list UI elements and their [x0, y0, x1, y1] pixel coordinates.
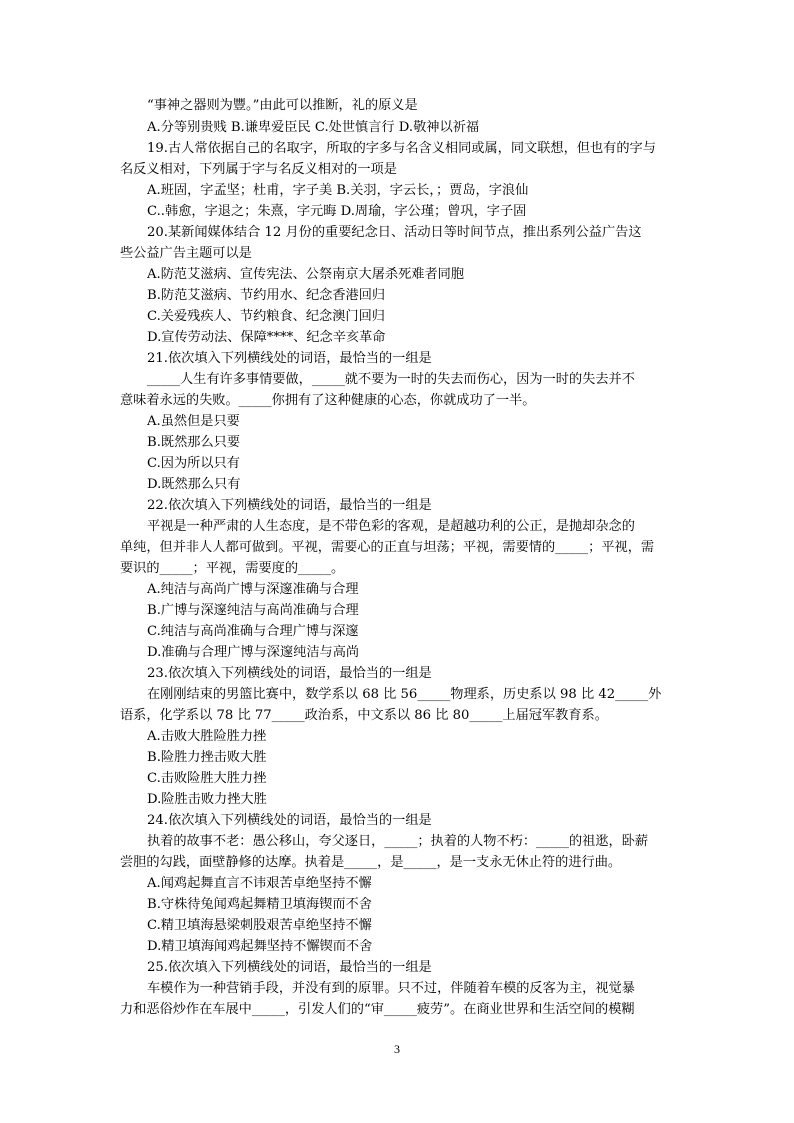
text-line: 22.依次填入下列横线处的词语，最恰当的一组是	[147, 498, 432, 513]
text-line: A.纯洁与高尚广博与深邃准确与合理	[147, 582, 359, 597]
text-line: B.险胜力挫击败大胜	[147, 750, 267, 765]
text-line: D.准确与合理广博与深邃纯洁与高尚	[147, 645, 360, 660]
text-line: 语系，化学系以 78 比 77_____政治系，中文系以 86 比 80_____上届冠军教育系。	[120, 708, 608, 723]
text-line: A.班固，字孟坚；杜甫，字子美 B.关羽，字云长，；贾岛，字浪仙	[147, 183, 529, 198]
text-line: 名反义相对，下列属于字与名反义相对的一项是	[120, 162, 397, 177]
text-line: 单纯，但并非人人都可做到。平视，需要心的正直与坦荡；平视，需要情的_____；平视，需	[120, 540, 655, 555]
text-line: A.闻鸡起舞直言不讳艰苦卓绝坚持不懈	[147, 876, 372, 891]
text-line: D.险胜击败力挫大胜	[147, 792, 267, 807]
text-line: D.既然那么只有	[147, 477, 241, 492]
text-line: 车模作为一种营销手段，并没有到的原罪。只不过，伴随着车模的反客为主，视觉暴	[147, 981, 635, 996]
text-line: 23.依次填入下列横线处的词语，最恰当的一组是	[147, 666, 432, 681]
text-line: B.广博与深邃纯洁与高尚准确与合理	[147, 603, 359, 618]
text-line: A.防范艾滋病、宣传宪法、公祭南京大屠杀死难者同胞	[147, 267, 465, 282]
text-line: 执着的故事不老：愚公移山，夸父逐日，_____；执着的人物不朽：_____的祖逖，卧薪	[147, 834, 649, 849]
text-line: C.因为所以只有	[147, 456, 240, 471]
text-line: A.击败大胜险胜力挫	[147, 729, 267, 744]
text-line: 21.依次填入下列横线处的词语，最恰当的一组是	[147, 351, 432, 366]
text-line: 24.依次填入下列横线处的词语，最恰当的一组是	[147, 813, 432, 828]
text-line: _____人生有许多事情要做，_____就不要为一时的失去而伤心，因为一时的失去并不	[147, 372, 635, 387]
text-line: B.既然那么只要	[147, 435, 241, 450]
text-line: A.分等别贵贱 B.谦卑爱臣民 C.处世慎言行 D.敬神以祈福	[147, 120, 480, 135]
text-line: C.纯洁与高尚准确与合理广博与深邃	[147, 624, 359, 639]
text-line: D.宣传劳动法、保障****、纪念辛亥革命	[147, 330, 386, 345]
text-line: C.关爱残疾人、节约粮食、纪念澳门回归	[147, 309, 385, 324]
text-line: C.精卫填海悬梁刺股艰苦卓绝坚持不懈	[147, 918, 372, 933]
page-number: 3	[394, 1042, 400, 1056]
text-line: B.防范艾滋病、节约用水、纪念香港回归	[147, 288, 386, 303]
text-line: 些公益广告主题可以是	[120, 246, 252, 261]
text-line: 平视是一种严肃的人生态度，是不带色彩的客观，是超越功利的公正，是抛却杂念的	[147, 519, 635, 534]
text-line: A.虽然但是只要	[147, 414, 240, 429]
text-line: 尝胆的勾践，面壁静修的达摩。执着是_____，是_____，是一支永无休止符的进行曲。	[120, 855, 622, 870]
text-line: C.击败险胜大胜力挫	[147, 771, 267, 786]
text-line: “事神之器则为豐。”由此可以推断，礼的原义是	[147, 98, 418, 113]
text-line: 力和恶俗炒作在车展中_____，引发人们的“审_____疲劳”。在商业世界和生活空间的模糊	[120, 1002, 635, 1017]
text-line: 19.古人常依据自己的名取字，所取的字多与名含义相同或属，同文联想，但也有的字与	[147, 141, 656, 156]
text-line: 在刚刚结束的男篮比赛中，数学系以 68 比 56_____物理系，历史系以 98 比 42_____外	[147, 687, 662, 702]
text-line: 意味着永远的失败。_____你拥有了这种健康的心态，你就成功了一半。	[120, 393, 536, 408]
text-line: 25.依次填入下列横线处的词语，最恰当的一组是	[147, 960, 432, 975]
text-line: D.精卫填海闻鸡起舞坚持不懈锲而不舍	[147, 939, 373, 954]
text-line: B.守株待兔闻鸡起舞精卫填海锲而不舍	[147, 897, 372, 912]
text-line: 要识的_____；平视，需要度的_____。	[120, 561, 345, 576]
text-line: 20.某新闻媒体结合 12 月份的重要纪念日、活动日等时间节点，推出系列公益广告这	[147, 225, 642, 240]
text-line: C..韩愈，字退之；朱熹，字元晦 D.周瑜，字公瑾；曾巩，字子固	[147, 204, 527, 219]
